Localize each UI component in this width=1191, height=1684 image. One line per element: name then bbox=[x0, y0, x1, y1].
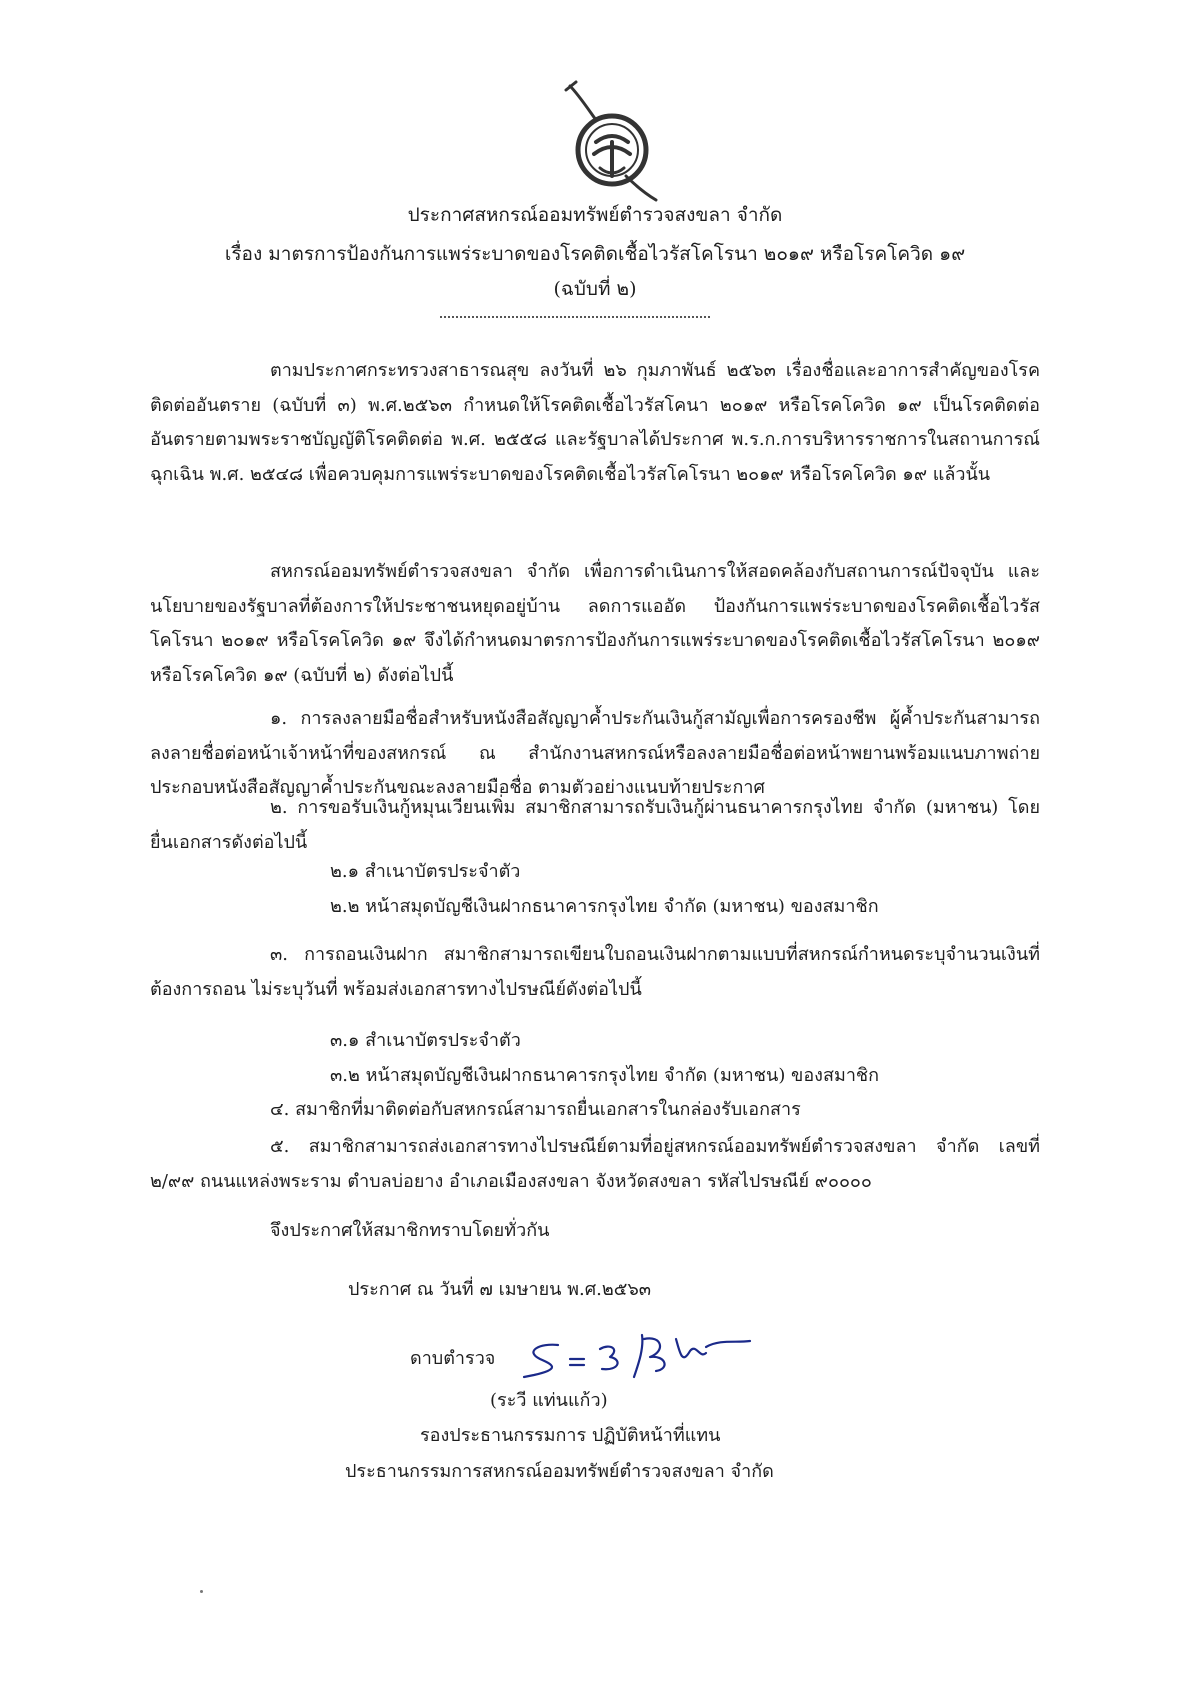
measure-item-3: ๓. การถอนเงินฝาก สมาชิกสามารถเขียนใบถอนเงินฝากตามแบบที่สหกรณ์กำหนดระบุจำนวนเงินที่ต้องการถอน ไม่ระบุวันที่ พร้อมส่งเอกสารทางไปรษณีย์ดังต่อไปนี้ bbox=[150, 944, 1040, 1000]
signatory-name: (ระวี แท่นแก้ว) bbox=[490, 1390, 608, 1411]
measure-item-2-2: ๒.๒ หน้าสมุดบัญชีเงินฝากธนาคารกรุงไทย จำกัด (มหาชน) ของสมาชิก bbox=[330, 896, 879, 917]
paragraph-background: ตามประกาศกระทรวงสาธารณสุข ลงวันที่ ๒๖ กุมภาพันธ์ ๒๕๖๓ เรื่องชื่อและอาการสำคัญของโรคติดต่ออันตราย (ฉบับที่ ๓) พ.ศ.๒๕๖๓ กำหนดให้โรคติดเชื้อไวรัสโคนา ๒๐๑๙ หรือโรคโควิด ๑๙ เป็นโรคติดต่ออันตรายตามพระราชบัญญัติโรคติดต่อ พ.ศ. ๒๕๕๘ และรัฐบาลได้ประกาศ พ.ร.ก.การบริหารราชการในสถานการณ์ฉุกเฉิน พ.ศ. ๒๕๔๘ เพื่อควบคุมการแพร่ระบาดของโรคติดเชื้อไวรัสโคโรนา ๒๐๑๙ หรือโรคโควิด ๑๙ แล้วนั้น bbox=[150, 360, 1040, 486]
separator-line bbox=[440, 316, 710, 318]
announcement-subject: เรื่อง มาตรการป้องกันการแพร่ระบาดของโรคติดเชื้อไวรัสโคโรนา ๒๐๑๙ หรือโรคโควิด ๑๙ bbox=[224, 243, 966, 265]
announcement-issue-number: (ฉบับที่ ๒) bbox=[553, 278, 637, 300]
measure-item-3-2: ๓.๒ หน้าสมุดบัญชีเงินฝากธนาคารกรุงไทย จำกัด (มหาชน) ของสมาชิก bbox=[330, 1065, 880, 1086]
signatory-organization-position: ประธานกรรมการสหกรณ์ออมทรัพย์ตำรวจสงขลา จำกัด bbox=[345, 1461, 774, 1482]
measure-item-2: ๒. การขอรับเงินกู้หมุนเวียนเพิ่ม สมาชิกสามารถรับเงินกู้ผ่านธนาคารกรุงไทย จำกัด (มหาชน) โดยยื่นเอกสารดังต่อไปนี้ bbox=[150, 797, 1040, 853]
announcement-title: ประกาศสหกรณ์ออมทรัพย์ตำรวจสงขลา จำกัด bbox=[407, 204, 783, 226]
measure-item-1: ๑. การลงลายมือชื่อสำหรับหนังสือสัญญาค้ำประกันเงินกู้สามัญเพื่อการครองชีพ ผู้ค้ำประกันสามารถลงลายชื่อต่อหน้าเจ้าหน้าที่ของสหกรณ์ ณ สำนักงานสหกรณ์หรือลงลายมือชื่อต่อหน้าพยานพร้อมแนบภาพถ่ายประกอบหนังสือสัญญาค้ำประกันขณะลงลายมือชื่อ ตามตัวอย่างแนบท้ายประกาศ bbox=[150, 708, 1040, 799]
paragraph-purpose: สหกรณ์ออมทรัพย์ตำรวจสงขลา จำกัด เพื่อการดำเนินการให้สอดคล้องกับสถานการณ์ปัจจุบัน และนโยบายของรัฐบาลที่ต้องการให้ประชาชนหยุดอยู่บ้าน ลดการแออัด ป้องกันการแพร่ระบาดของโรคติดเชื้อไวรัสโคโรนา ๒๐๑๙ หรือโรคโควิด ๑๙ จึงได้กำหนดมาตรการป้องกันการแพร่ระบาดของโรคติดเชื้อไวรัสโคโรนา ๒๐๑๙ หรือโรคโควิด ๑๙ (ฉบับที่ ๒) ดังต่อไปนี้ bbox=[150, 561, 1040, 687]
closing-statement: จึงประกาศให้สมาชิกทราบโดยทั่วกัน bbox=[270, 1220, 550, 1241]
measure-item-5: ๕. สมาชิกสามารถส่งเอกสารทางไปรษณีย์ตามที่อยู่สหกรณ์ออมทรัพย์ตำรวจสงขลา จำกัด เลขที่ ๒/๙๙ ถนนแหล่งพระราม ตำบลบ่อยาง อำเภอเมืองสงขลา จังหวัดสงขลา รหัสไปรษณีย์ ๙๐๐๐๐ bbox=[150, 1136, 1040, 1192]
signatory-rank: ดาบตำรวจ bbox=[410, 1348, 496, 1369]
measure-item-3-1: ๓.๑ สำเนาบัตรประจำตัว bbox=[330, 1030, 521, 1051]
measure-item-2-1: ๒.๑ สำเนาบัตรประจำตัว bbox=[330, 861, 521, 882]
signature-image bbox=[510, 1325, 770, 1385]
measure-item-4: ๔. สมาชิกที่มาติดต่อกับสหกรณ์สามารถยื่นเอกสารในกล่องรับเอกสาร bbox=[270, 1099, 801, 1120]
scan-dot bbox=[200, 1590, 203, 1593]
signatory-position: รองประธานกรรมการ ปฏิบัติหน้าที่แทน bbox=[420, 1425, 721, 1446]
announcement-date: ประกาศ ณ วันที่ ๗ เมษายน พ.ศ.๒๕๖๓ bbox=[348, 1279, 652, 1300]
cooperative-emblem-icon bbox=[556, 80, 666, 210]
